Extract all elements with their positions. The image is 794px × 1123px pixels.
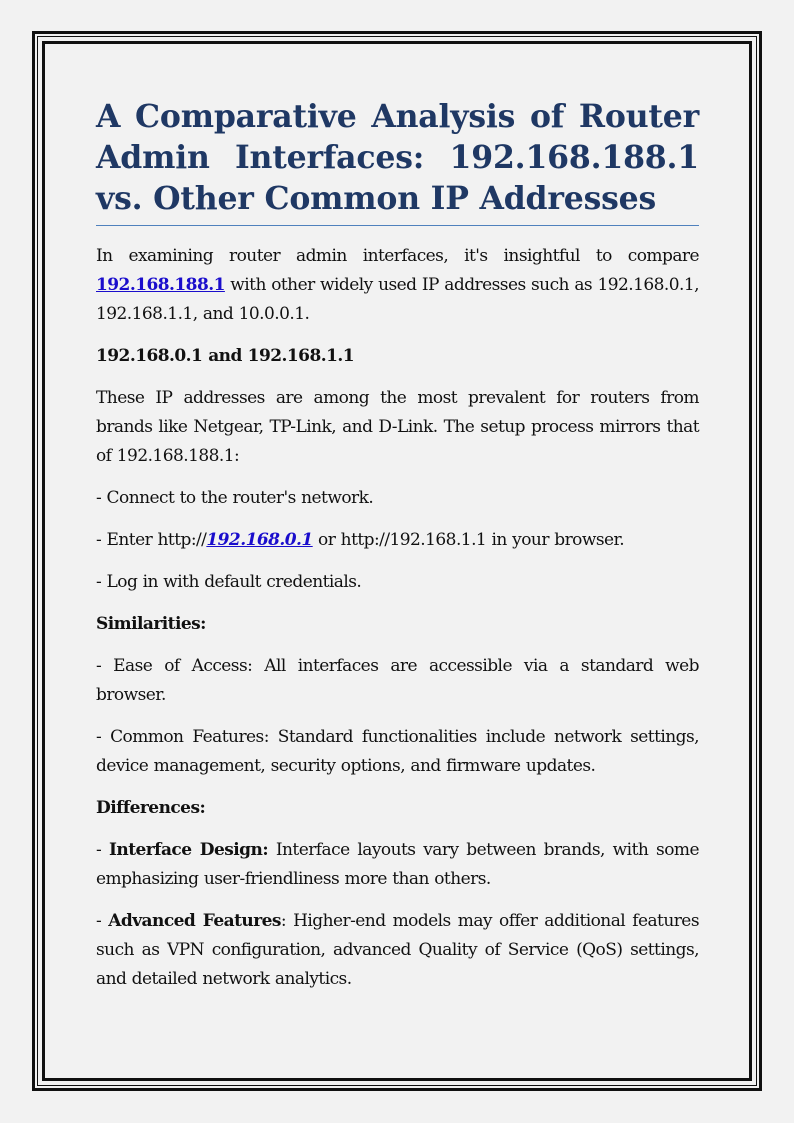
step-login: - Log in with default credentials.	[96, 572, 362, 592]
intro-paragraph: In examining router admin interfaces, it's insightful to compare 192.168.188.1 with other widely used IP addresses such as 192.168.0.1, 192.168.1.1, and 10.0.0.1.	[96, 246, 699, 324]
section-paragraph: These IP addresses are among the most prevalent for routers from brands like Netgear, TP-Link, and D-Link. The setup process mirrors that of 192.168.188.1:	[96, 388, 699, 466]
similarity-item: - Common Features: Standard functionalities include network settings, device management, security options, and firmware updates.	[96, 727, 699, 776]
page-title: A Comparative Analysis of Router Admin Interfaces: 192.168.188.1 vs. Other Common IP Addresses	[96, 98, 699, 217]
title-underline	[96, 225, 699, 226]
difference-item: - Interface Design: Interface layouts vary between brands, with some emphasizing user-friendliness more than others.	[96, 840, 699, 889]
step-connect: - Connect to the router's network.	[96, 488, 374, 508]
similarity-item: - Ease of Access: All interfaces are accessible via a standard web browser.	[96, 656, 699, 705]
difference-item: - Advanced Features: Higher-end models may offer additional features such as VPN configuration, advanced Quality of Service (QoS) settings, and detailed network analytics.	[96, 911, 699, 989]
step-enter-url: - Enter http://192.168.0.1 or http://192.168.1.1 in your browser.	[96, 530, 625, 550]
differences-heading: Differences:	[96, 798, 206, 818]
similarities-heading: Similarities:	[96, 614, 206, 634]
ip-192-168-188-1-link[interactable]: 192.168.188.1	[96, 275, 225, 295]
section-heading-common-ips: 192.168.0.1 and 192.168.1.1	[96, 346, 355, 366]
document-body	[96, 96, 699, 994]
ip-192-168-0-1-link[interactable]: 192.168.0.1	[206, 530, 313, 550]
